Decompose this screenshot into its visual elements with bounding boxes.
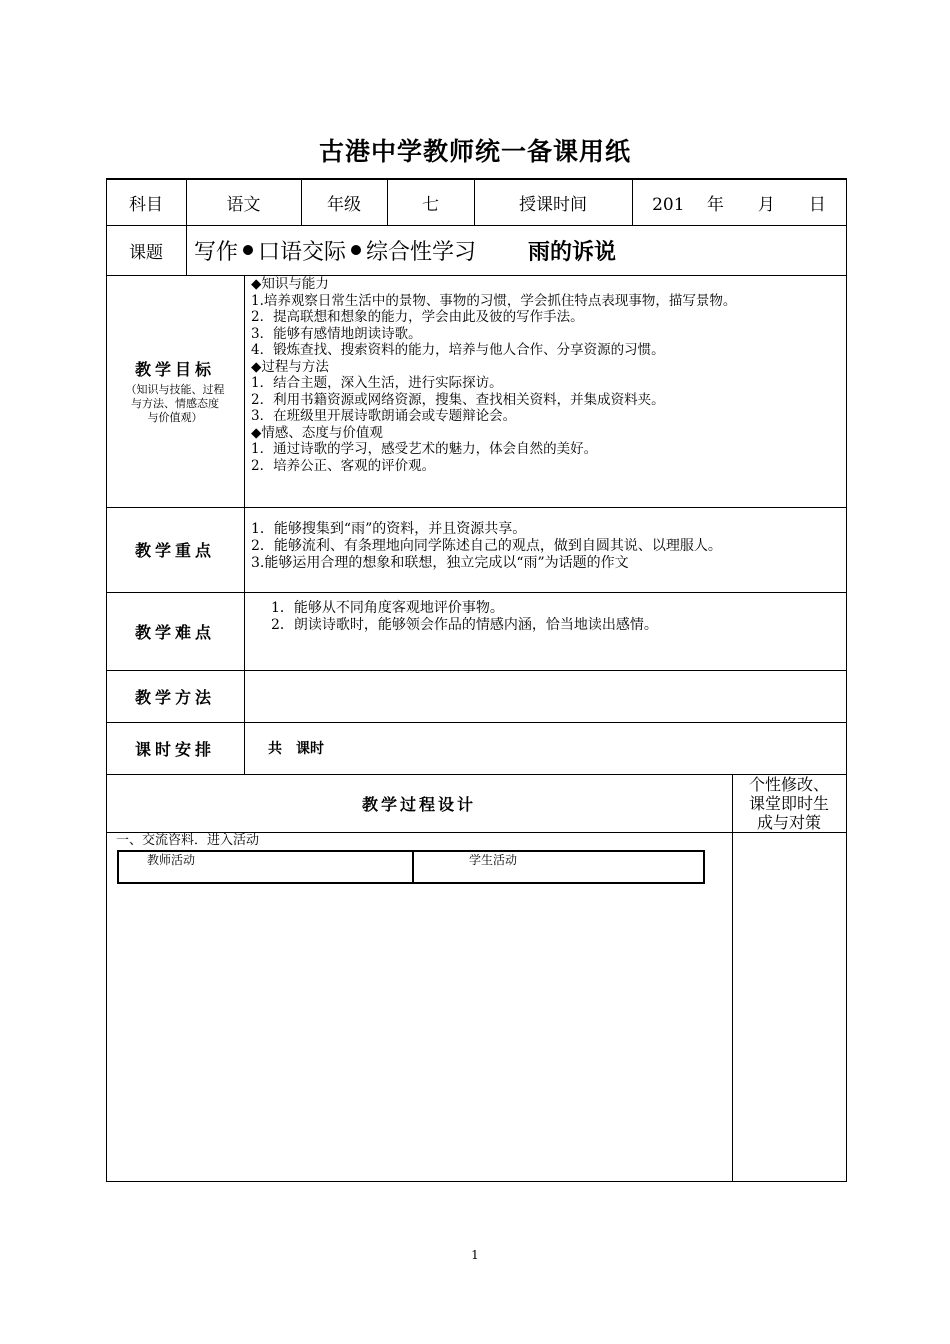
- difficulty-line: 1．能够从不同角度客观地评价事物。: [271, 600, 504, 616]
- grade-label: 年级: [327, 194, 361, 215]
- key-point-line: 2．能够流利、有条理地向同学陈述自己的观点，做到自圆其说、以理服人。: [251, 538, 722, 554]
- difficulties-label: 教学难点: [134, 622, 215, 642]
- subject-value: 语文: [226, 194, 261, 215]
- topic-name: 雨的诉说: [528, 239, 617, 265]
- col-divider: [732, 774, 733, 1182]
- goals-line: 2．培养公正、客观的评价观。: [251, 457, 436, 474]
- topic-writing: 写作: [194, 239, 239, 265]
- grade-value: 七: [422, 194, 439, 215]
- goals-line: ◆过程与方法: [251, 358, 329, 375]
- key-point-line: 1．能够搜集到“雨”的资料，并且资源共享。: [251, 521, 527, 537]
- goals-line: 4．锻炼查找、搜索资料的能力，培养与他人合作、分享资源的习惯。: [251, 342, 665, 358]
- goals-line: 3．能够有感情地朗读诗歌。: [251, 325, 422, 342]
- col-divider: [244, 275, 245, 775]
- goals-label-cell: [106, 275, 244, 507]
- table-border-bottom: [106, 1181, 847, 1182]
- page-number: 1: [471, 1248, 479, 1262]
- side-label-line: 课堂即时生: [748, 793, 829, 813]
- goals-line: 2．提高联想和想象的能力，学会由此及彼的写作手法。: [251, 309, 584, 325]
- side-label-line: 个性修改、: [748, 774, 829, 794]
- goals-line: ◆知识与能力: [251, 276, 329, 292]
- side-label-cell: [732, 774, 846, 832]
- teacher-activity-header: 教师活动: [147, 853, 196, 867]
- goals-sub-2: 与方法、情感态度: [131, 397, 219, 410]
- activity-table: [117, 850, 705, 884]
- page-title: 古港中学教师统一备课用纸: [318, 137, 631, 166]
- difficulties-content: [271, 600, 658, 634]
- date-value: 201 年 月 日: [652, 194, 826, 215]
- topic-oral: 口语交际: [258, 239, 347, 265]
- goals-line: 1．结合主题，深入生活，进行实际探访。: [251, 375, 503, 391]
- topic-label: 课题: [129, 242, 163, 263]
- table-border-right: [846, 178, 847, 1182]
- activity-table-divider: [412, 852, 414, 884]
- difficulty-line: 2．朗读诗歌时，能够领会作品的情感内涵，恰当地读出感情。: [271, 617, 658, 633]
- bullet-icon: [351, 245, 361, 255]
- subject-label: 科目: [129, 194, 163, 215]
- goals-line: ◆情感、态度与价值观: [251, 424, 383, 441]
- key-points-label: 教学重点: [134, 541, 215, 560]
- methods-label: 教学方法: [134, 687, 215, 707]
- goals-line: 1.培养观察日常生活中的景物、事物的习惯，学会抓住特点表现事物，描写景物。: [251, 292, 737, 309]
- goals-line: 1．通过诗歌的学习，感受艺术的魅力，体会自然的美好。: [251, 441, 598, 457]
- schedule-value: 共 课时: [268, 741, 324, 757]
- student-activity-header: 学生活动: [469, 853, 518, 867]
- side-label-line: 成与对策: [756, 812, 821, 832]
- goals-line: 3．在班级里开展诗歌朗诵会或专题辩论会。: [251, 408, 517, 424]
- time-label: 授课时间: [519, 194, 587, 215]
- topic-content: [194, 225, 834, 275]
- process-label: 教学过程设计: [361, 794, 476, 814]
- schedule-label: 课时安排: [134, 739, 215, 759]
- key-point-line: 3.能够运用合理的想象和联想，独立完成以“雨”为话题的作文: [251, 555, 629, 571]
- goals-sub-1: （知识与技能、过程: [125, 383, 225, 396]
- goals-content: [251, 276, 736, 474]
- key-points-content: [251, 521, 722, 572]
- topic-comprehensive: 综合性学习: [366, 239, 477, 265]
- bullet-icon: [243, 245, 253, 255]
- section-1-heading: 一、交流咨料．进入活动: [116, 833, 260, 848]
- goals-sub-3: 与价值观）: [147, 411, 203, 424]
- col-divider: [186, 225, 187, 276]
- goals-line: 2．利用书籍资源或网络资源，搜集、查找相关资料，并集成资料夹。: [251, 391, 665, 408]
- goals-label: 教学目标: [134, 360, 215, 379]
